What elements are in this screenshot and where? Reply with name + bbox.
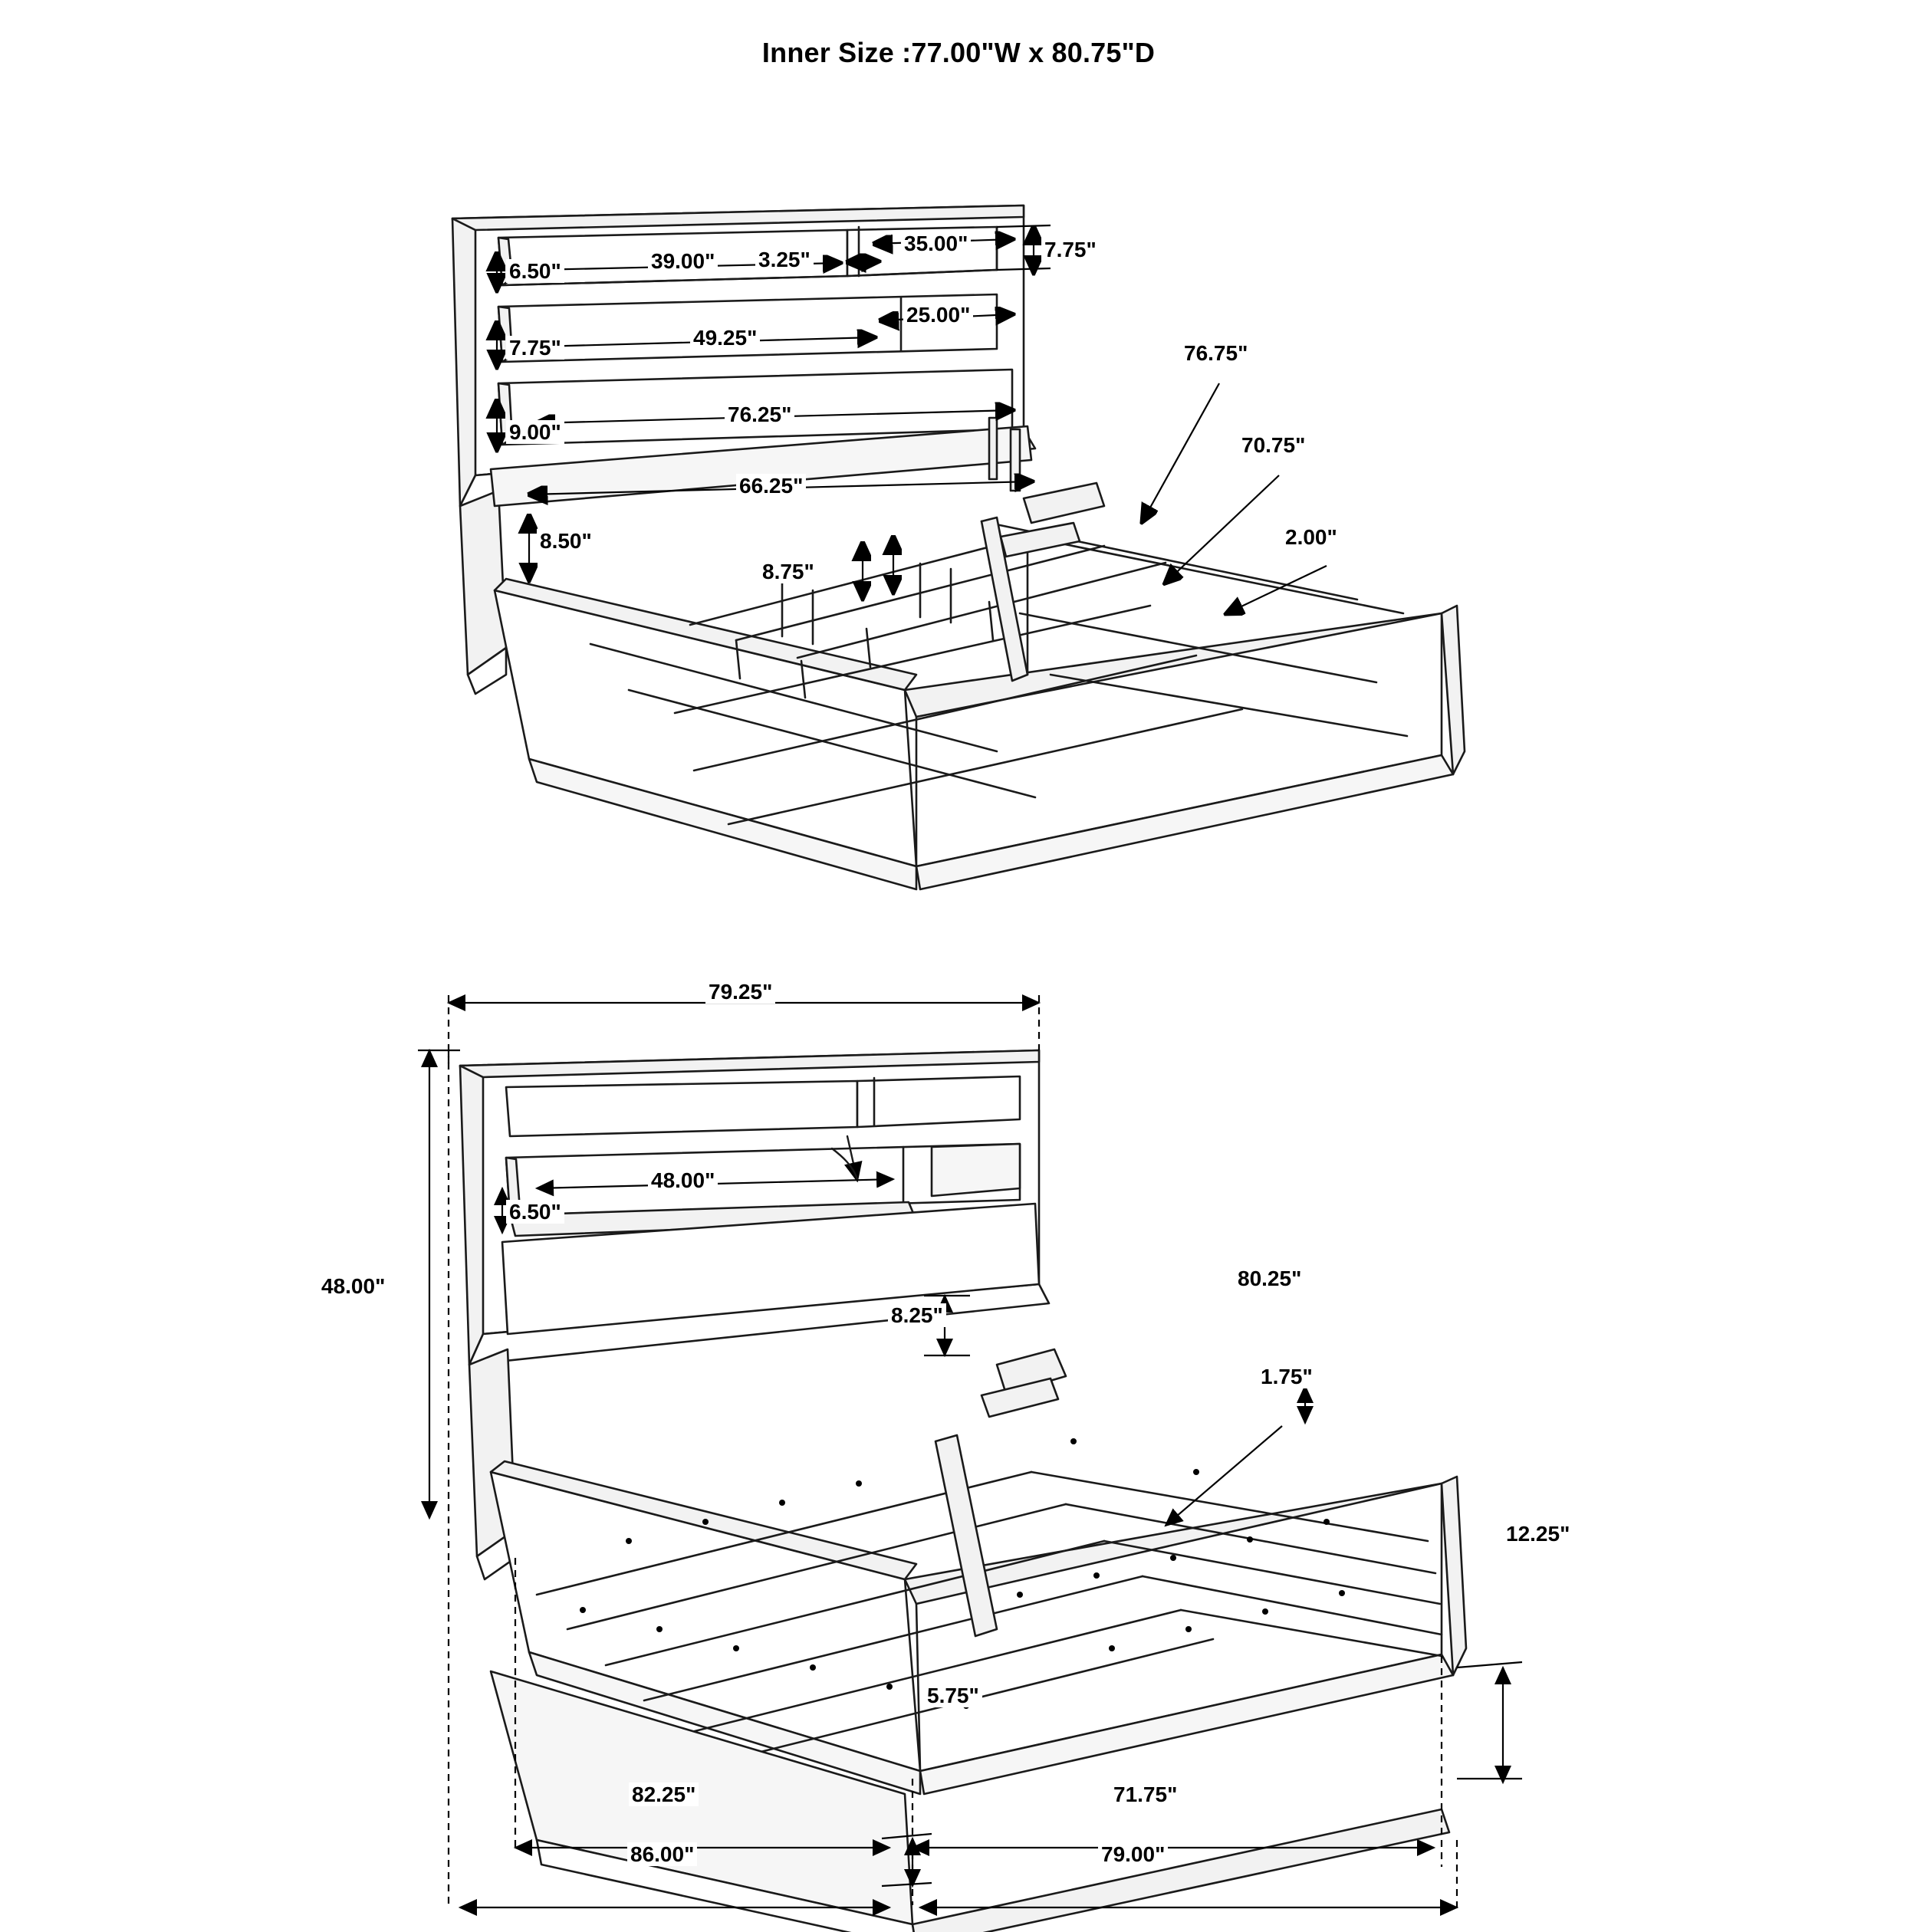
dim-66-25: 66.25" [736, 474, 806, 498]
page-title: Inner Size :77.00"W x 80.75"D [761, 37, 1156, 68]
dim-82-25: 82.25" [629, 1783, 699, 1806]
dim-5-75: 5.75" [924, 1684, 982, 1707]
dim-79-00: 79.00" [1098, 1842, 1168, 1866]
dim-7-75-a: 7.75" [1041, 238, 1100, 261]
dim-25-00: 25.00" [903, 303, 973, 327]
bottom-view-drawing [0, 935, 1917, 1932]
dim-7-75-b: 7.75" [506, 336, 564, 360]
dim-71-75: 71.75" [1110, 1783, 1180, 1806]
dim-70-75: 70.75" [1238, 433, 1308, 457]
dim-48-00-w: 48.00" [648, 1168, 718, 1192]
dim-3-25: 3.25" [755, 248, 814, 271]
dim-6-50-b: 6.50" [506, 1200, 564, 1224]
dim-76-75: 76.75" [1181, 341, 1251, 365]
dim-49-25: 49.25" [690, 326, 760, 350]
dim-8-75: 8.75" [759, 560, 817, 583]
dim-1-75: 1.75" [1258, 1365, 1316, 1388]
dim-8-50: 8.50" [537, 529, 595, 553]
dim-6-50-a: 6.50" [506, 259, 564, 283]
dim-48-00-h: 48.00" [318, 1274, 388, 1298]
dim-35-00: 35.00" [901, 232, 971, 255]
dim-80-25: 80.25" [1235, 1267, 1304, 1290]
dim-9-00: 9.00" [506, 420, 564, 444]
dim-8-25: 8.25" [888, 1303, 946, 1327]
top-view-drawing [0, 0, 1917, 920]
dim-79-25: 79.25" [705, 980, 775, 1004]
dim-86-00: 86.00" [627, 1842, 697, 1866]
dim-12-25: 12.25" [1503, 1522, 1573, 1546]
dim-2-00: 2.00" [1282, 525, 1340, 549]
dim-39-00: 39.00" [648, 249, 718, 273]
dim-76-25: 76.25" [725, 402, 794, 426]
